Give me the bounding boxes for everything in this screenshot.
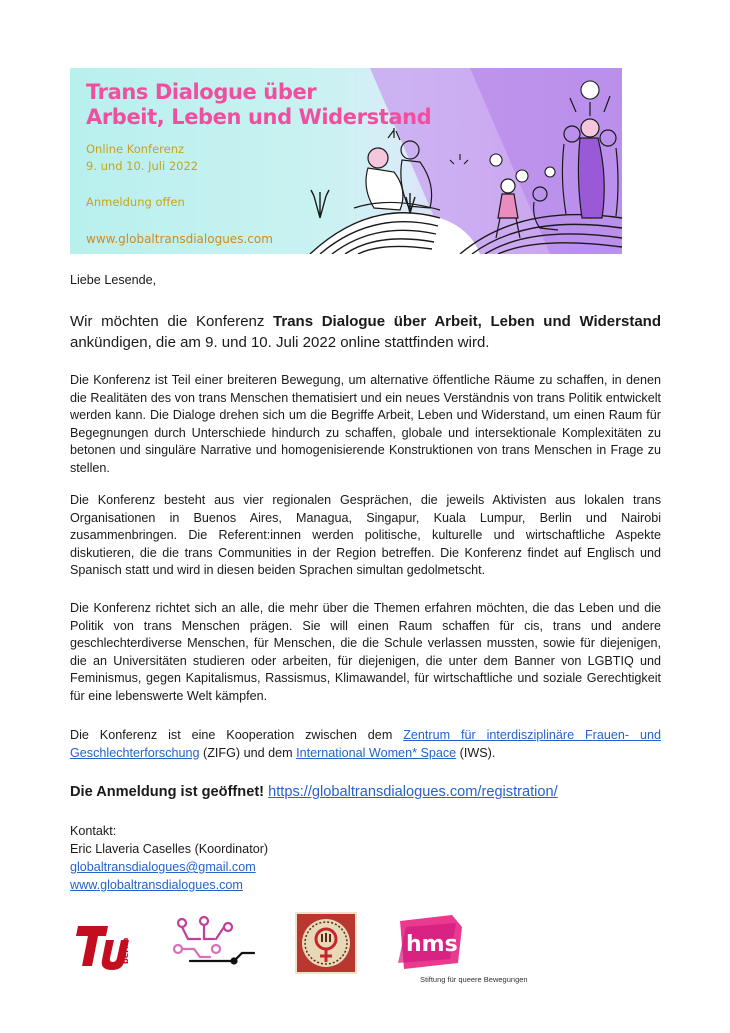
iws-link[interactable]: International Women* Space xyxy=(296,745,457,760)
hms-logo xyxy=(396,913,466,973)
banner-title: Trans Dialogue über Arbeit, Leben und Widerstand xyxy=(86,80,432,129)
paragraph-purpose: Die Konferenz ist Teil einer breiteren Bewegung, um alternative öffentliche Räume zu schaffen, in denen die Realitäten des von trans Menschen thematisiert und ein neues Verständnis von trans Politik entwickelt werden kann. Die Dialoge drehen sich um die Begriffe Arbeit, Leben und Widerstand, um einen Raum für Begegnungen durch Unterschiede hindurch zu schaffen, globale und intersektionale Komplexitäten zu betonen und singuläre Narrative und homogenisierende Konstruktionen von trans Menschen in Frage zu stellen. xyxy=(70,373,661,475)
paragraph-audience: Die Konferenz richtet sich an alle, die mehr über die Themen erfahren möchten, die das Leben und die Politik von trans Menschen prägen. Sie will einen Raum schaffen für cis, trans und andere geschlechterdiverse Menschen, für Menschen, die die Schule verlassen mussten, sowie für diejenigen, die an Universitäten studieren oder arbeiten, für diejenigen, die unter dem Banner von LGBTIQ und Feminismus, gegen Kapitalismus, Rassismus, Klimawandel, für wirtschaftliche und soziale Gerechtigkeit für eine lebenswerte Welt kämpfen. xyxy=(70,601,661,703)
zifg-link[interactable]: Zentrum für interdisziplinäre Frauen- und Geschlechterforschung xyxy=(70,728,661,760)
salutation: Liebe Lesende, xyxy=(70,273,157,287)
registration-link[interactable]: https://globaltransdialogues.com/registration/ xyxy=(268,784,558,800)
banner-registration: Anmeldung offen xyxy=(86,195,185,209)
circuit-figure-logo xyxy=(170,913,260,965)
standing-group xyxy=(562,96,618,218)
sitting-figure xyxy=(533,187,558,230)
paragraph-structure: Die Konferenz besteht aus vier regionalen Gesprächen, die jeweils Aktivisten aus lokalen trans Organisationen in Buenos Aires, Managua, Singapur, Kuala Lumpur, Berlin und Nairobi zusammenbringen. Die Referent:innen werden politische, kulturelle und wirtschaftliche Aspekte diskutieren, die die trans Communities in der Region betreffen. Die Konferenz findet auf Englisch und Spanisch statt und wird in diesen beiden Sprachen simultan gedolmetscht. xyxy=(70,493,661,578)
contact-block xyxy=(70,822,268,894)
banner-subtitle-date: 9. und 10. Juli 2022 xyxy=(86,159,199,173)
contact-website-link[interactable]: www.globaltransdialogues.com xyxy=(70,878,243,892)
tu-logo-text: berlin xyxy=(121,937,130,964)
conference-banner xyxy=(70,68,622,254)
contact-name: Eric Llaveria Caselles (Koordinator) xyxy=(70,842,269,856)
contact-heading: Kontakt: xyxy=(70,824,117,838)
womens-space-seal-logo xyxy=(295,912,357,974)
striped-hill-left xyxy=(310,213,480,254)
conference-name: Trans Dialogue über Arbeit, Leben und Widerstand xyxy=(273,313,661,330)
striped-hill-right xyxy=(460,215,622,254)
banner-url: www.globaltransdialogues.com xyxy=(86,232,273,246)
banner-illustration xyxy=(290,68,622,254)
registration-label: Die Anmeldung ist geöffnet! xyxy=(70,784,265,800)
hms-caption: Stiftung für queere Bewegungen xyxy=(420,975,528,984)
contact-email-link[interactable]: globaltransdialogues@gmail.com xyxy=(70,860,256,874)
hms-logo-text: hms xyxy=(406,932,458,957)
paragraph-cooperation: Die Konferenz ist eine Kooperation zwischen dem Zentrum für interdisziplinäre Frauen- und Geschlechterforschung (ZIFG) und dem International Women* Space (IWS). xyxy=(70,728,661,760)
banner-subtitle-event: Online Konferenz xyxy=(86,142,185,156)
tu-berlin-logo xyxy=(76,920,136,972)
speech-bubbles xyxy=(450,81,599,182)
registration-line xyxy=(70,784,558,800)
seated-figures xyxy=(354,128,440,210)
intro-paragraph: Wir möchten die Konferenz Trans Dialogue über Arbeit, Leben und Widerstand ankündigen, die am 9. und 10. Juli 2022 online stattfinden wird. xyxy=(70,313,661,351)
